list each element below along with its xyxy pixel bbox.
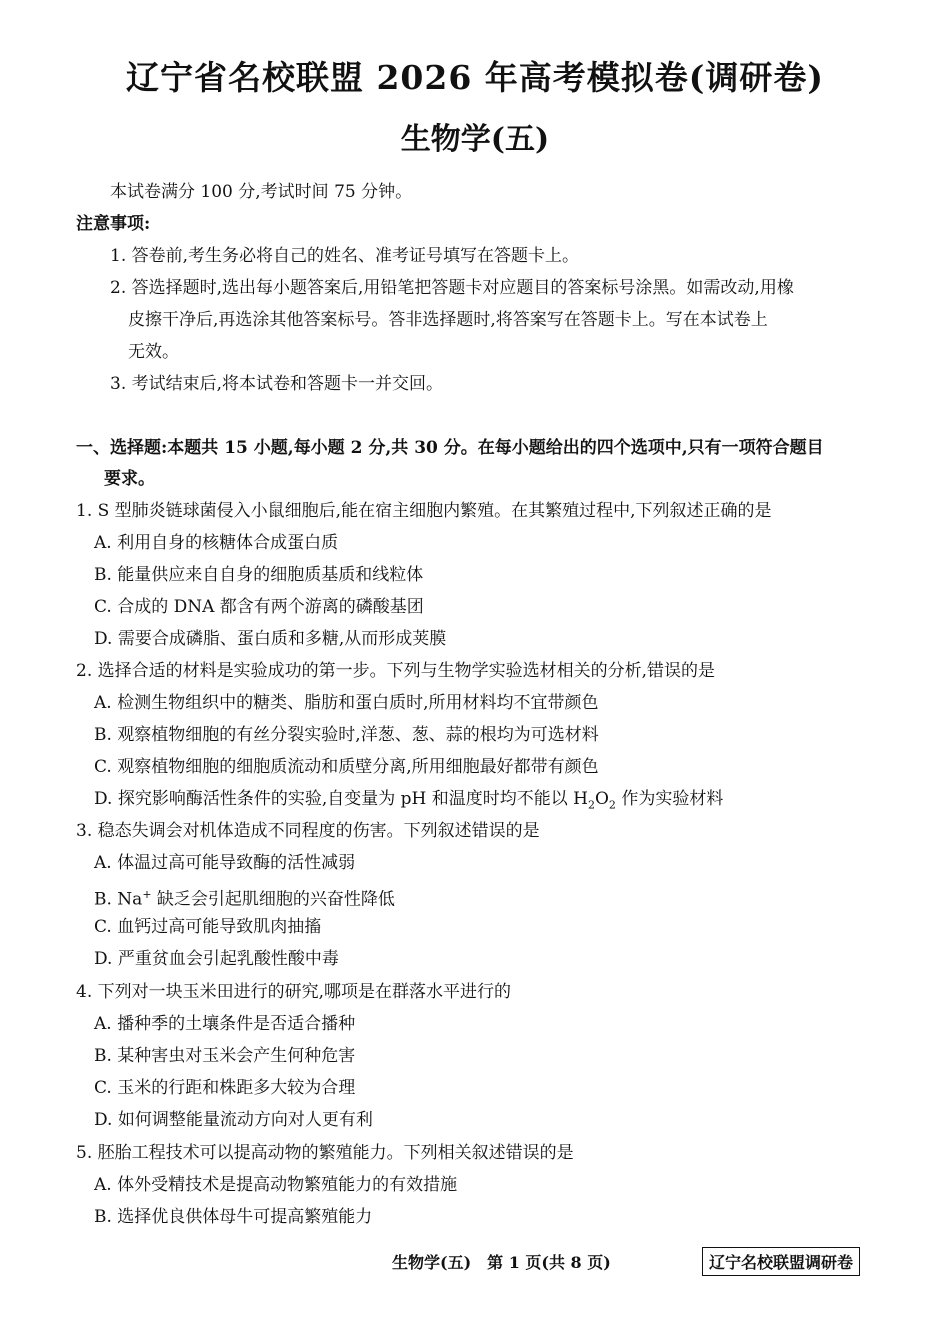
- question-option: A. 体温过高可能导致酶的活性减弱: [94, 853, 356, 873]
- question-option: C. 血钙过高可能导致肌肉抽搐: [94, 917, 322, 937]
- page-subtitle: 生物学(五): [400, 122, 550, 157]
- question-stem: 3. 稳态失调会对机体造成不同程度的伤害。下列叙述错误的是: [76, 821, 540, 841]
- option-text: 缺乏会引起肌细胞的兴奋性降低: [151, 889, 395, 910]
- question-option: D. 如何调整能量流动方向对人更有利: [94, 1110, 373, 1130]
- notice-heading: 注意事项:: [76, 214, 151, 234]
- option-text: 作为实验材料: [615, 789, 724, 809]
- notice-item-continued: 皮擦干净后,再选涂其他答案标号。答非选择题时,将答案写在答题卡上。写在本试卷上: [128, 310, 768, 330]
- question-stem: 1. S 型肺炎链球菌侵入小鼠细胞后,能在宿主细胞内繁殖。在其繁殖过程中,下列叙述正确的是: [76, 501, 772, 521]
- question-option: B. 观察植物细胞的有丝分裂实验时,洋葱、葱、蒜的根均为可选材料: [94, 725, 599, 745]
- question-option: D. 需要合成磷脂、蛋白质和多糖,从而形成荚膜: [94, 629, 447, 649]
- question-option: C. 观察植物细胞的细胞质流动和质壁分离,所用细胞最好都带有颜色: [94, 757, 599, 777]
- section-heading-continued: 要求。: [104, 469, 155, 489]
- question-option: A. 检测生物组织中的糖类、脂肪和蛋白质时,所用材料均不宜带颜色: [94, 693, 599, 713]
- question-option: C. 合成的 DNA 都含有两个游离的磷酸基团: [94, 597, 424, 617]
- question-option: B. 选择优良供体母牛可提高繁殖能力: [94, 1207, 373, 1227]
- question-option: D. 严重贫血会引起乳酸性酸中毒: [94, 949, 339, 969]
- question-stem: 2. 选择合适的材料是实验成功的第一步。下列与生物学实验选材相关的分析,错误的是: [76, 661, 716, 681]
- question-option: [94, 884, 395, 911]
- option-text: B. Na: [94, 889, 143, 910]
- notice-item-continued: 无效。: [128, 342, 179, 362]
- question-option: A. 利用自身的核糖体合成蛋白质: [94, 533, 339, 553]
- page-title: 辽宁省名校联盟 2026 年高考模拟卷(调研卷): [125, 58, 825, 97]
- page-footer: 生物学(五) 第 1 页(共 8 页): [392, 1253, 611, 1272]
- question-option: B. 某种害虫对玉米会产生何种危害: [94, 1046, 356, 1066]
- question-option: [94, 788, 723, 816]
- question-option: C. 玉米的行距和株距多大较为合理: [94, 1078, 356, 1098]
- question-option: B. 能量供应来自自身的细胞质基质和线粒体: [94, 565, 424, 585]
- section-heading: 一、选择题:本题共 15 小题,每小题 2 分,共 30 分。在每小题给出的四个选项中,只有一项符合题目: [76, 438, 824, 458]
- intro-text: 本试卷满分 100 分,考试时间 75 分钟。: [110, 182, 413, 202]
- subscript: 2: [608, 798, 616, 812]
- notice-item: 1. 答卷前,考生务必将自己的姓名、准考证号填写在答题卡上。: [110, 246, 580, 266]
- notice-item: 3. 考试结束后,将本试卷和答题卡一并交回。: [110, 374, 444, 394]
- question-stem: 5. 胚胎工程技术可以提高动物的繁殖能力。下列相关叙述错误的是: [76, 1143, 574, 1163]
- option-text: D. 探究影响酶活性条件的实验,自变量为 pH 和温度时均不能以 H: [94, 789, 588, 809]
- option-text: O: [594, 789, 609, 809]
- notice-item: 2. 答选择题时,选出每小题答案后,用铅笔把答题卡对应题目的答案标号涂黑。如需改动,用橡: [110, 278, 794, 298]
- superscript: +: [142, 888, 152, 901]
- subscript: 2: [587, 798, 595, 812]
- question-option: A. 播种季的土壤条件是否适合播种: [94, 1014, 356, 1034]
- question-option: A. 体外受精技术是提高动物繁殖能力的有效措施: [94, 1175, 458, 1195]
- question-stem: 4. 下列对一块玉米田进行的研究,哪项是在群落水平进行的: [76, 982, 512, 1002]
- footer-brand-box: 辽宁名校联盟调研卷: [702, 1247, 860, 1276]
